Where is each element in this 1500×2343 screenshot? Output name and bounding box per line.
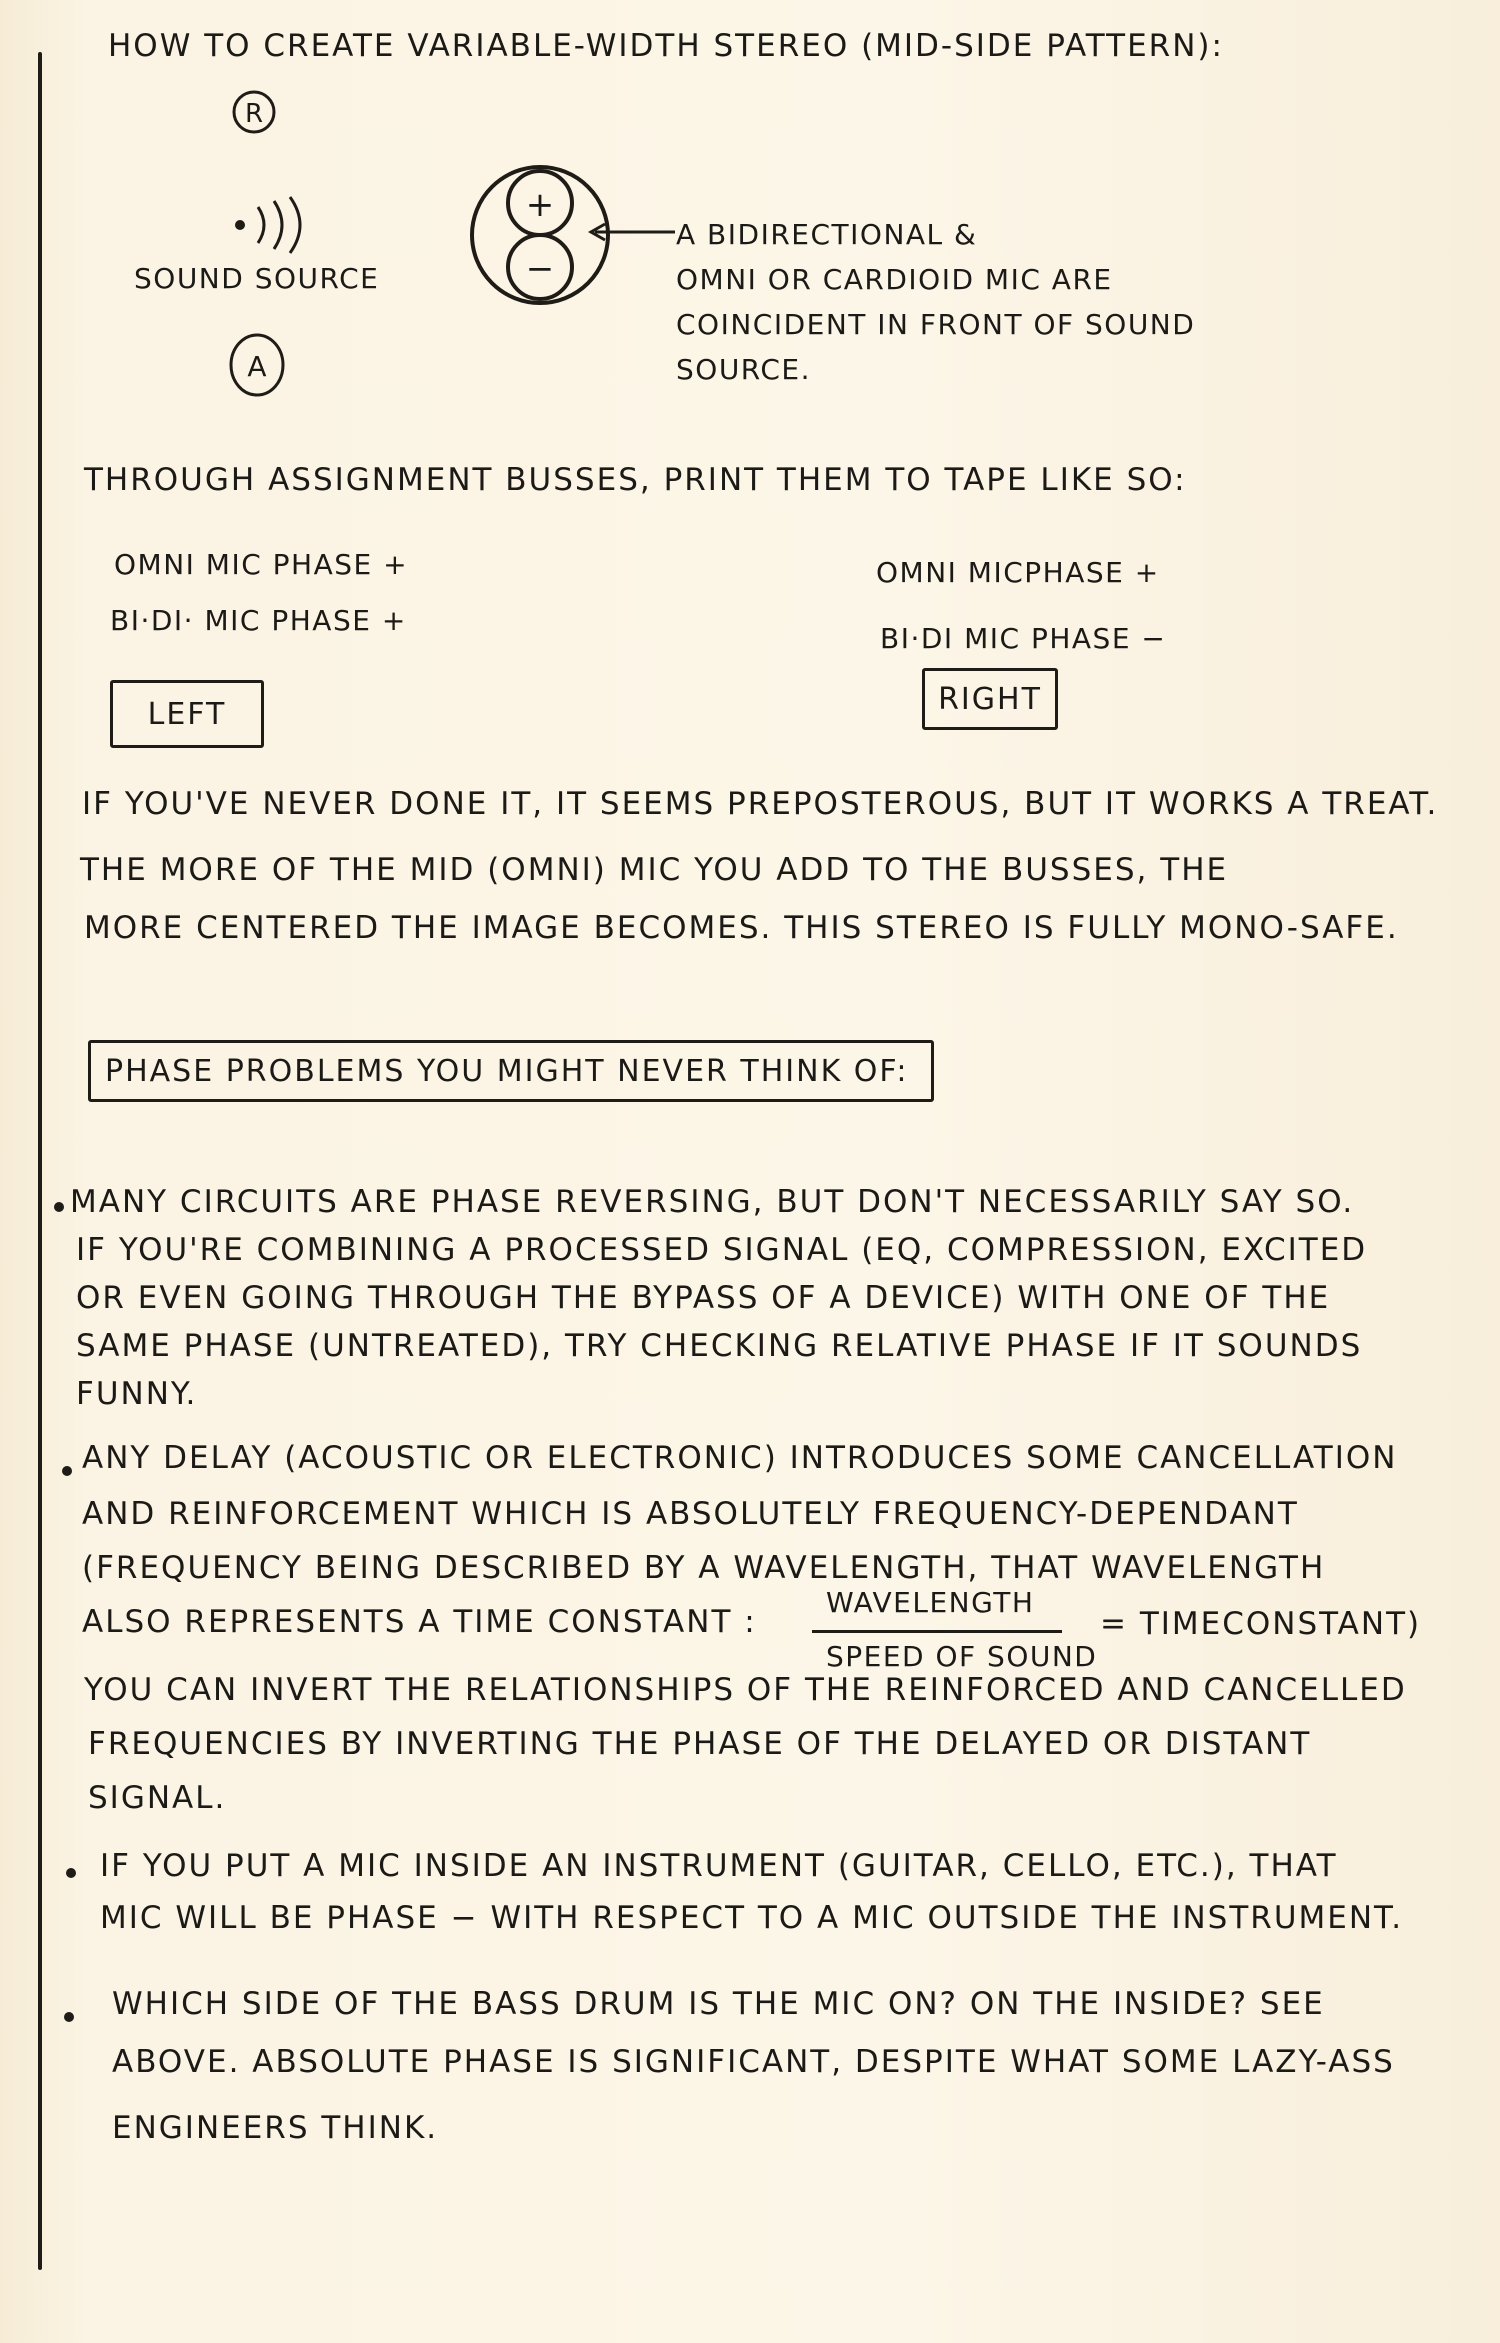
bullet-4-line-1: WHICH SIDE OF THE BASS DRUM IS THE MIC ON? ON THE INSIDE? SEE xyxy=(112,1986,1325,2022)
formula-denominator: SPEED OF SOUND xyxy=(826,1640,1098,1673)
bullet-1-dot xyxy=(54,1202,64,1212)
margin-line xyxy=(38,52,42,2270)
bullet-3-line-2: MIC WILL BE PHASE − WITH RESPECT TO A MIC OUTSIDE THE INSTRUMENT. xyxy=(100,1900,1404,1936)
diagram-annotation-line-4: SOURCE. xyxy=(676,353,812,386)
page-title: HOW TO CREATE VARIABLE-WIDTH STEREO (MID-SIDE PATTERN): xyxy=(108,28,1224,64)
bullet-2-line-1: ANY DELAY (ACOUSTIC OR ELECTRONIC) INTRODUCES SOME CANCELLATION xyxy=(82,1440,1398,1476)
right-channel-label: RIGHT xyxy=(922,668,1058,730)
sound-waves-icon xyxy=(228,195,328,255)
annotation-arrow-icon xyxy=(585,222,680,242)
bullet-2-line-6: FREQUENCIES BY INVERTING THE PHASE OF THE DELAYED OR DISTANT xyxy=(88,1726,1312,1762)
explanation-line-2: THE MORE OF THE MID (OMNI) MIC YOU ADD TO THE BUSSES, THE xyxy=(80,852,1229,888)
bullet-4-line-3: ENGINEERS THINK. xyxy=(112,2110,439,2146)
left-channel-label: LEFT xyxy=(110,680,264,748)
formula-numerator: WAVELENGTH xyxy=(826,1586,1035,1619)
bullet-1-line-5: FUNNY. xyxy=(76,1376,198,1412)
diagram-annotation-line-1: A BIDIRECTIONAL & xyxy=(676,218,978,251)
phase-problems-heading: PHASE PROBLEMS YOU MIGHT NEVER THINK OF: xyxy=(88,1040,934,1102)
mic-marker-bottom xyxy=(226,330,288,400)
mic-marker-top xyxy=(228,86,280,138)
bullet-2-line-7: SIGNAL. xyxy=(88,1780,227,1816)
bullet-2-line-2: AND REINFORCEMENT WHICH IS ABSOLUTELY FREQUENCY-DEPENDANT xyxy=(82,1496,1299,1532)
bullet-1-line-2: IF YOU'RE COMBINING A PROCESSED SIGNAL (EQ, COMPRESSION, EXCITED xyxy=(76,1232,1368,1268)
explanation-line-1: IF YOU'VE NEVER DONE IT, IT SEEMS PREPOSTEROUS, BUT IT WORKS A TREAT. xyxy=(82,786,1439,822)
bullet-3-dot xyxy=(66,1868,76,1878)
left-channel-omni: OMNI MIC PHASE + xyxy=(114,548,409,581)
svg-text:−: − xyxy=(525,249,555,289)
bullet-1-line-3: OR EVEN GOING THROUGH THE BYPASS OF A DEVICE) WITH ONE OF THE xyxy=(76,1280,1331,1316)
left-channel-bidi: BI·DI· MIC PHASE + xyxy=(110,604,407,637)
bullet-4-line-2: ABOVE. ABSOLUTE PHASE IS SIGNIFICANT, DESPITE WHAT SOME LAZY-ASS xyxy=(112,2044,1395,2080)
bullet-1-line-1: MANY CIRCUITS ARE PHASE REVERSING, BUT DON'T NECESSARILY SAY SO. xyxy=(70,1184,1355,1220)
diagram-annotation-line-3: COINCIDENT IN FRONT OF SOUND xyxy=(676,308,1196,341)
svg-text:R: R xyxy=(244,99,264,129)
diagram-annotation-line-2: OMNI OR CARDIOID MIC ARE xyxy=(676,263,1113,296)
right-channel-omni: OMNI MICPHASE + xyxy=(876,556,1160,589)
formula-fraction-bar xyxy=(812,1630,1062,1633)
busses-instruction: THROUGH ASSIGNMENT BUSSES, PRINT THEM TO TAPE LIKE SO: xyxy=(84,462,1187,498)
bullet-2-line-3: (FREQUENCY BEING DESCRIBED BY A WAVELENGTH, THAT WAVELENGTH xyxy=(82,1550,1326,1586)
right-channel-bidi: BI·DI MIC PHASE − xyxy=(880,622,1167,655)
bullet-2-formula-prefix: ALSO REPRESENTS A TIME CONSTANT : xyxy=(82,1604,757,1640)
bullet-1-line-4: SAME PHASE (UNTREATED), TRY CHECKING RELATIVE PHASE IF IT SOUNDS xyxy=(76,1328,1363,1364)
sound-source-label: SOUND SOURCE xyxy=(134,262,380,295)
explanation-line-3: MORE CENTERED THE IMAGE BECOMES. THIS STEREO IS FULLY MONO-SAFE. xyxy=(84,910,1399,946)
bullet-2-dot xyxy=(62,1466,72,1476)
svg-text:+: + xyxy=(525,185,555,225)
svg-text:A: A xyxy=(247,350,267,383)
formula-result: = TIMECONSTANT) xyxy=(1100,1606,1422,1642)
bullet-2-line-5: YOU CAN INVERT THE RELATIONSHIPS OF THE REINFORCED AND CANCELLED xyxy=(84,1672,1407,1708)
bullet-3-line-1: IF YOU PUT A MIC INSIDE AN INSTRUMENT (GUITAR, CELLO, ETC.), THAT xyxy=(100,1848,1338,1884)
bullet-4-dot xyxy=(64,2012,74,2022)
